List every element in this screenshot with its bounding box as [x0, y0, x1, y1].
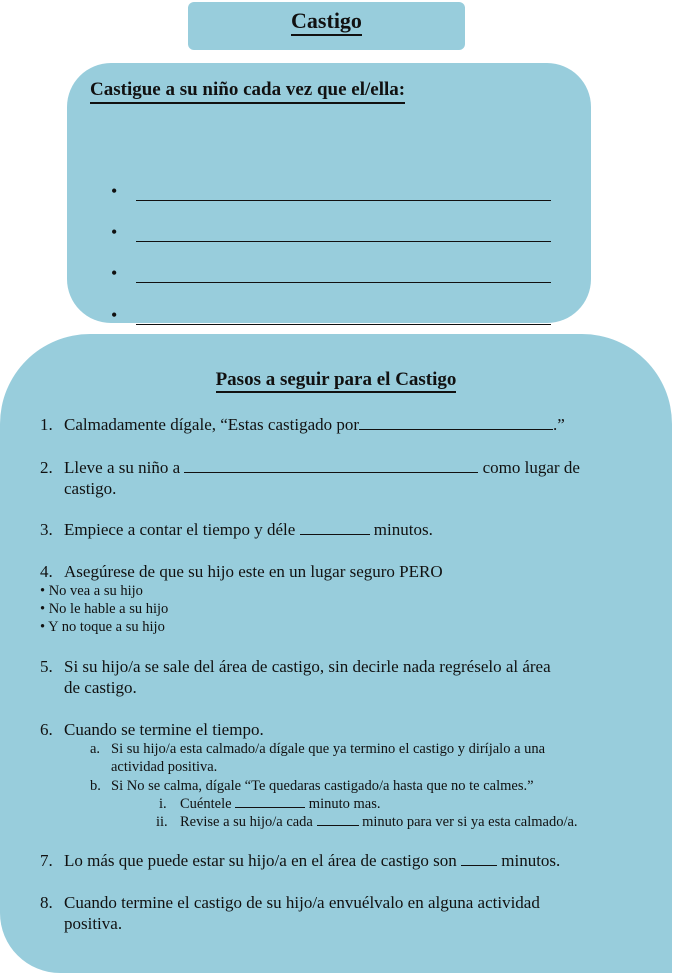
answer-blank[interactable] — [184, 458, 478, 473]
step-text: Cuando se termine el tiempo. — [64, 720, 264, 739]
answer-blank[interactable] — [235, 795, 305, 808]
bullet-1: • — [111, 181, 118, 201]
step-6-sub-i — [180, 795, 381, 813]
step-text: Lleve a su niño a — [64, 458, 181, 477]
step-text: minutos. — [501, 851, 561, 870]
bullet-2: • — [111, 222, 118, 242]
step-text: minuto mas. — [308, 796, 381, 812]
step-number: 4. — [40, 562, 53, 581]
step-6-sub-b-label: b. — [90, 778, 101, 794]
step-text: minutos. — [373, 520, 433, 539]
page-title — [188, 8, 465, 34]
answer-blank[interactable] — [317, 813, 359, 826]
page-title-text: Castigo — [291, 8, 362, 36]
answer-blank[interactable] — [359, 415, 553, 430]
steps-heading — [0, 369, 672, 391]
step-3 — [40, 519, 640, 540]
blank-line — [136, 324, 551, 325]
answer-blank[interactable] — [300, 520, 370, 535]
answer-blank[interactable] — [461, 851, 497, 866]
step-text: Cuéntele — [180, 796, 232, 812]
step-6 — [40, 719, 640, 740]
step-number: 1. — [40, 415, 53, 434]
step-4-bullet-1: • No vea a su hijo — [40, 583, 143, 599]
step-6-sub-a-text-cont: actividad positiva. — [111, 759, 218, 775]
behavior-line-3[interactable] — [111, 263, 551, 283]
step-7 — [40, 850, 640, 871]
step-1 — [40, 414, 640, 435]
behavior-line-2[interactable] — [111, 222, 551, 242]
step-8 — [40, 892, 640, 934]
step-5 — [40, 656, 640, 698]
step-number: 8. — [40, 893, 53, 912]
step-text: .” — [553, 415, 565, 434]
blank-line — [136, 282, 551, 283]
title-box — [188, 2, 465, 50]
behavior-line-1[interactable] — [111, 181, 551, 201]
step-number: 7. — [40, 851, 53, 870]
behaviors-heading: Castigue a su niño cada vez que el/ella: — [90, 79, 405, 104]
blank-line — [136, 241, 551, 242]
step-text: Lo más que puede estar su hijo/a en el área de castigo son — [64, 851, 457, 870]
bullet-4: • — [111, 305, 118, 325]
step-number: 2. — [40, 458, 53, 477]
behavior-line-4[interactable] — [111, 305, 551, 325]
step-text: positiva. — [64, 914, 123, 933]
step-number: 3. — [40, 520, 53, 539]
step-6-sub-i-label: i. — [159, 796, 167, 812]
step-number: 5. — [40, 657, 53, 676]
step-2 — [40, 457, 640, 499]
step-text: Cuando termine el castigo de su hijo/a envuélvalo en alguna actividad — [64, 893, 540, 912]
bullet-3: • — [111, 263, 118, 283]
step-4 — [40, 561, 640, 582]
step-text: castigo. — [64, 479, 117, 498]
step-text: Calmadamente dígale, “Estas castigado por — [64, 415, 360, 434]
steps-box — [0, 334, 672, 973]
steps-heading-text: Pasos a seguir para el Castigo — [216, 369, 457, 393]
step-4-bullet-3: • Y no toque a su hijo — [40, 619, 165, 635]
step-6-sub-a-label: a. — [90, 741, 101, 757]
step-number: 6. — [40, 720, 53, 739]
step-text: minuto para ver si ya esta calmado/a. — [362, 814, 578, 830]
step-6-sub-a-text: Si su hijo/a esta calmado/a dígale que ya termino el castigo y diríjalo a una — [111, 741, 546, 757]
step-text: de castigo. — [64, 678, 137, 697]
step-text: como lugar de — [482, 458, 580, 477]
step-6-sub-b-text: Si No se calma, dígale “Te quedaras castigado/a hasta que no te calmes.” — [111, 778, 534, 794]
step-text: Si su hijo/a se sale del área de castigo, sin decirle nada regréselo al área — [64, 657, 551, 676]
step-6-sub-ii — [180, 813, 578, 831]
blank-line — [136, 200, 551, 201]
step-text: Empiece a contar el tiempo y déle — [64, 520, 296, 539]
step-text: Asegúrese de que su hijo este en un lugar seguro PERO — [64, 562, 443, 581]
step-4-bullet-2: • No le hable a su hijo — [40, 601, 169, 617]
behaviors-box — [67, 63, 591, 323]
step-text: Revise a su hijo/a cada — [180, 814, 313, 830]
step-6-sub-ii-label: ii. — [156, 814, 168, 830]
